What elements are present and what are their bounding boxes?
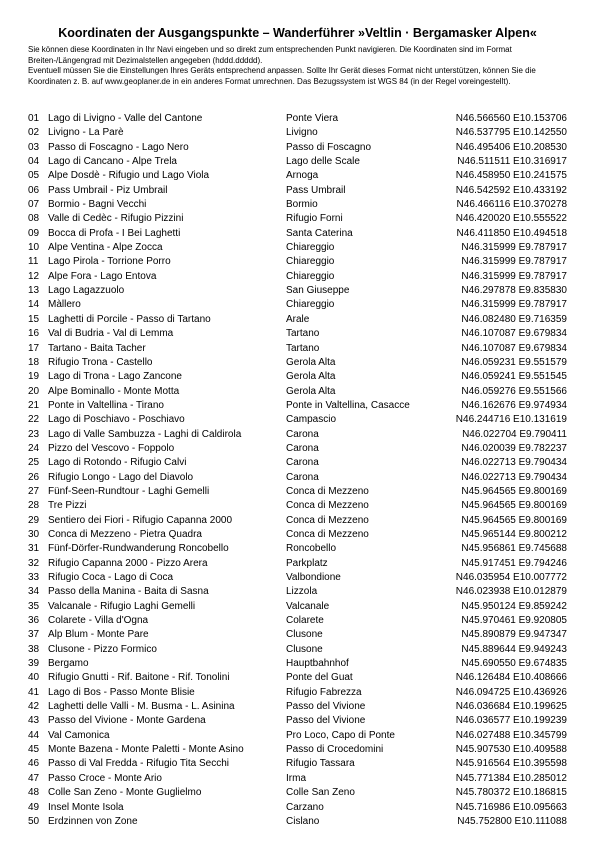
list-item [28,485,573,499]
coordinates: N45.964565 E9.800169 [461,514,567,526]
start-point: Carona [286,471,319,483]
route-name: Alpe Fora - Lago Entova [48,270,157,282]
entry-number: 33 [28,572,40,583]
coordinates: N46.420020 E10.555522 [455,213,567,225]
list-item [28,614,573,628]
route-name: Passo del Vivione - Monte Gardena [48,715,206,727]
entry-number: 37 [28,629,40,641]
route-name: Lago di Cancano - Alpe Trela [48,156,177,168]
entry-number: 39 [28,658,40,670]
coordinates: N46.466116 E10.370278 [456,199,567,211]
coordinates: N46.511511 E10.316917 [457,156,567,168]
start-point: San Giuseppe [286,285,350,297]
route-name: Lago di Rotondo - Rifugio Calvi [48,457,187,469]
coordinates: N46.244716 E10.131619 [455,414,567,426]
list-item [28,815,573,829]
start-point: Chiareggio [286,299,335,311]
route-name: Ponte in Valtellina - Tirano [48,399,164,411]
coordinates: N46.107087 E9.679834 [461,342,567,354]
coordinates: N46.020039 E9.782237 [461,442,567,454]
start-point: Carona [286,457,319,469]
entry-number: 41 [28,686,40,698]
coordinates: N46.023938 E10.012879 [455,586,567,598]
start-point: Valcanale [286,600,330,612]
route-name: Fünf-Dörfer-Rundwanderung Roncobello [48,543,229,555]
list-item [28,112,573,126]
intro-paragraph-2: Eventuell müssen Sie die Einstellungen Ihres Geräts entsprechend anpassen. Sollte Ihr Gerät dieses Format nicht unterstützen, können Sie die Koordinaten z. B. auf www.geoplaner.de in ein anderes Format umrechnen. Das Bezugssystem ist WGS 84 (in der Regel voreingestellt). [28,66,536,86]
entry-number: 18 [28,356,40,368]
coordinates: N45.964565 E9.800169 [461,500,567,512]
coordinates: N45.964565 E9.800169 [461,485,567,497]
entry-number: 35 [28,600,40,612]
entry-number: 46 [28,758,40,770]
route-name: Rifugio Longo - Lago del Diavolo [48,471,194,483]
entry-number: 20 [28,385,40,397]
list-item [28,514,573,528]
route-name: Rifugio Trona - Castello [48,356,153,368]
start-point: Bormio [286,199,318,211]
route-name: Sentiero dei Fiori - Rifugio Capanna 2000 [48,514,232,526]
coordinates: N46.035954 E10.007772 [455,572,567,583]
coordinates: N45.970461 E9.920805 [461,615,567,627]
route-name: Insel Monte Isola [48,801,124,813]
start-point: Rifugio Fabrezza [286,686,362,698]
coordinates: N46.036577 E10.199239 [455,715,567,727]
route-name: Laghetti di Porcile - Passo di Tartano [48,313,211,325]
list-item [28,628,573,642]
entry-number: 08 [28,213,40,225]
route-name: Tre Pizzi [48,500,87,512]
coordinates: N46.315999 E9.787917 [461,299,567,311]
entry-number: 42 [28,701,40,713]
list-item [28,600,573,614]
entry-number: 45 [28,744,40,756]
entry-number: 32 [28,557,40,569]
list-item [28,571,573,585]
start-point: Parkplatz [286,557,328,569]
start-point: Pass Umbrail [286,184,346,196]
entry-number: 06 [28,184,40,196]
coordinates: N45.917451 E9.794246 [461,557,567,569]
route-name: Val di Budria - Val di Lemma [48,328,174,340]
start-point: Tartano [286,342,320,354]
start-point: Arnoga [286,170,319,182]
coordinates: N46.495406 E10.208530 [455,141,567,153]
coordinates: N45.889644 E9.949243 [461,643,567,655]
list-item [28,801,573,815]
intro-paragraph-1: Sie können diese Koordinaten in Ihr Navi eingeben und so direkt zum entsprechenden Punkt navigieren. Die Koordinaten sind im Format Breiten-/Längengrad mit Dezimalstellen angegeben (hddd.ddddd). [28,45,512,65]
start-point: Conca di Mezzeno [286,485,369,497]
entry-number: 30 [28,528,40,540]
list-item [28,313,573,327]
route-name: Alpe Ventina - Alpe Zocca [48,242,163,254]
coordinates: N46.315999 E9.787917 [461,242,567,254]
start-point: Cislano [286,815,320,827]
entry-number: 01 [28,113,40,124]
entry-number: 22 [28,414,40,426]
start-point: Ponte del Guat [286,672,353,684]
route-name: Bocca di Profa - I Bei Laghetti [48,227,181,239]
start-point: Lizzola [286,586,318,598]
entry-number: 04 [28,156,40,168]
start-point: Conca di Mezzeno [286,514,369,526]
list-item [28,729,573,743]
list-item [28,499,573,513]
start-point: Roncobello [286,543,337,555]
entry-number: 15 [28,313,40,325]
entry-number: 36 [28,615,40,627]
coordinates: N46.022713 E9.790434 [461,457,567,469]
list-item [28,356,573,370]
entry-number: 02 [28,127,40,139]
list-item [28,141,573,155]
start-point: Gerola Alta [286,356,336,368]
route-name: Passo Croce - Monte Ario [48,772,162,784]
coordinates: N46.094725 E10.436926 [455,686,567,698]
route-name: Màllero [48,299,81,311]
route-name: Lago di Livigno - Valle del Cantone [48,113,203,124]
list-item [28,757,573,771]
entry-number: 48 [28,787,40,799]
start-point: Hauptbahnhof [286,658,349,670]
entry-number: 10 [28,242,40,254]
list-item [28,155,573,169]
list-item [28,542,573,556]
entry-number: 03 [28,141,40,153]
entry-number: 14 [28,299,40,311]
route-name: Clusone - Pizzo Formico [48,643,157,655]
coordinates: N45.907530 E10.409588 [455,744,567,756]
coordinates: N46.537795 E10.142550 [455,127,567,139]
start-point: Chiareggio [286,256,335,268]
coordinates: N46.315999 E9.787917 [461,256,567,268]
start-point: Chiareggio [286,242,335,254]
entry-number: 27 [28,485,40,497]
coordinates: N45.771384 E10.285012 [455,772,567,784]
route-name: Lago di Poschiavo - Poschiavo [48,414,185,426]
coordinates: N46.059241 E9.551545 [461,371,567,383]
route-name: Rifugio Coca - Lago di Coca [48,572,174,583]
list-item [28,528,573,542]
start-point: Chiareggio [286,270,335,282]
entry-number: 12 [28,270,40,282]
entry-number: 43 [28,715,40,727]
list-item [28,786,573,800]
route-name: Lago Pirola - Torrione Porro [48,256,171,268]
entry-number: 11 [28,256,39,268]
coordinates: N46.027488 E10.345799 [455,729,567,741]
list-item [28,585,573,599]
list-item [28,442,573,456]
route-name: Livigno - La Parè [48,127,124,139]
list-item [28,342,573,356]
entry-number: 21 [28,399,40,411]
list-item [28,270,573,284]
entry-number: 13 [28,285,40,297]
route-name: Lago di Valle Sambuzza - Laghi di Caldirola [48,428,242,440]
entry-number: 50 [28,815,40,827]
coordinates: N46.022713 E9.790434 [461,471,567,483]
entry-number: 29 [28,514,40,526]
route-name: Bergamo [48,658,89,670]
coordinates-list [28,112,573,829]
list-item [28,714,573,728]
entry-number: 34 [28,586,40,598]
coordinates: N45.965144 E9.800212 [461,528,567,540]
list-item [28,428,573,442]
list-item [28,370,573,384]
list-item [28,241,573,255]
start-point: Pro Loco, Capo di Ponte [286,729,395,741]
start-point: Colarete [286,615,324,627]
start-point: Rifugio Tassara [286,758,355,770]
entry-number: 23 [28,428,40,440]
coordinates: N46.107087 E9.679834 [461,328,567,340]
start-point: Gerola Alta [286,385,336,397]
entry-number: 40 [28,672,40,684]
route-name: Passo della Manina - Baita di Sasna [48,586,209,598]
route-name: Colarete - Villa d'Ogna [48,615,149,627]
start-point: Colle San Zeno [286,787,355,799]
coordinates: N46.315999 E9.787917 [461,270,567,282]
list-item [28,227,573,241]
coordinates: N46.162676 E9.974934 [461,399,567,411]
route-name: Tartano - Baita Tacher [48,342,146,354]
coordinates: N45.752800 E10.111088 [457,815,567,827]
list-item [28,298,573,312]
route-name: Valle di Cedèc - Rifugio Pizzini [48,213,184,225]
coordinates: N46.297878 E9.835830 [461,285,567,297]
entry-number: 09 [28,227,40,239]
route-name: Alp Blum - Monte Pare [48,629,149,641]
coordinates: N45.690550 E9.674835 [461,658,567,670]
coordinates: N45.916564 E10.395598 [455,758,567,770]
coordinates: N46.458950 E10.241575 [455,170,567,182]
start-point: Irma [286,772,306,784]
entry-number: 07 [28,199,40,211]
start-point: Conca di Mezzeno [286,528,369,540]
coordinates: N46.022704 E9.790411 [462,428,567,440]
coordinates: N45.890879 E9.947347 [461,629,567,641]
entry-number: 44 [28,729,40,741]
entry-number: 26 [28,471,40,483]
route-name: Lago di Trona - Lago Zancone [48,371,182,383]
route-name: Fünf-Seen-Rundtour - Laghi Gemelli [48,485,210,497]
list-item [28,413,573,427]
entry-number: 17 [28,342,40,354]
list-item [28,126,573,140]
list-item [28,456,573,470]
coordinates: N46.082480 E9.716359 [461,313,567,325]
list-item [28,671,573,685]
start-point: Valbondione [286,572,341,583]
start-point: Carona [286,428,319,440]
coordinates: N46.411850 E10.494518 [456,227,567,239]
entry-number: 19 [28,371,40,383]
list-item [28,198,573,212]
start-point: Passo del Vivione [286,701,366,713]
start-point: Tartano [286,328,320,340]
route-name: Conca di Mezzeno - Pietra Quadra [48,528,202,540]
entry-number: 24 [28,442,40,454]
route-name: Alpe Dosdè - Rifugio und Lago Viola [48,170,210,182]
list-item [28,686,573,700]
list-item [28,327,573,341]
list-item [28,657,573,671]
route-name: Monte Bazena - Monte Paletti - Monte Asino [48,744,244,756]
list-item [28,471,573,485]
start-point: Arale [286,313,310,325]
list-item [28,184,573,198]
route-name: Passo di Foscagno - Lago Nero [48,141,189,153]
coordinates: N46.036684 E10.199625 [455,701,567,713]
route-name: Pizzo del Vescovo - Foppolo [48,442,175,454]
route-name: Colle San Zeno - Monte Guglielmo [48,787,202,799]
entry-number: 38 [28,643,40,655]
entry-number: 47 [28,772,40,784]
list-item [28,212,573,226]
entry-number: 49 [28,801,40,813]
list-item [28,399,573,413]
route-name: Valcanale - Rifugio Laghi Gemelli [48,600,196,612]
start-point: Gerola Alta [286,371,336,383]
start-point: Ponte Viera [286,113,339,124]
list-item [28,643,573,657]
route-name: Erdzinnen von Zone [48,815,138,827]
start-point: Livigno [286,127,318,139]
list-item [28,385,573,399]
start-point: Lago delle Scale [286,156,360,168]
coordinates: N45.716986 E10.095663 [455,801,567,813]
route-name: Lago Lagazzuolo [48,285,125,297]
entry-number: 31 [28,543,40,555]
start-point: Clusone [286,629,323,641]
list-item [28,743,573,757]
start-point: Passo del Vivione [286,715,366,727]
coordinates: N46.566560 E10.153706 [455,113,567,124]
coordinates: N46.126484 E10.408666 [455,672,567,684]
start-point: Rifugio Forni [286,213,343,225]
list-item [28,772,573,786]
start-point: Clusone [286,643,323,655]
start-point: Passo di Foscagno [286,141,372,153]
list-item [28,700,573,714]
intro-text [28,45,573,87]
route-name: Lago di Bos - Passo Monte Blisie [48,686,195,698]
list-item [28,557,573,571]
route-name: Rifugio Capanna 2000 - Pizzo Arera [48,557,208,569]
coordinates: N45.950124 E9.859242 [461,600,567,612]
coordinates: N45.956861 E9.745688 [461,543,567,555]
route-name: Alpe Bominallo - Monte Motta [48,385,180,397]
start-point: Passo di Crocedomini [286,744,384,756]
coordinates: N45.780372 E10.186815 [455,787,567,799]
page-title: Koordinaten der Ausgangspunkte – Wanderführer »Veltlin · Bergamasker Alpen« [58,26,537,40]
route-name: Passo di Val Fredda - Rifugio Tita Secchi [48,758,230,770]
entry-number: 28 [28,500,40,512]
entry-number: 25 [28,457,40,469]
start-point: Ponte in Valtellina, Casacce [286,399,410,411]
route-name: Bormio - Bagni Vecchi [48,199,147,211]
route-name: Rifugio Gnutti - Rif. Baitone - Rif. Tonolini [48,672,230,684]
coordinates: N46.059276 E9.551566 [461,385,567,397]
list-item [28,255,573,269]
entry-number: 16 [28,328,40,340]
coordinates: N46.542592 E10.433192 [455,184,567,196]
route-name: Laghetti delle Valli - M. Busma - L. Asinina [48,701,235,713]
start-point: Carzano [286,801,324,813]
entry-number: 05 [28,170,40,182]
start-point: Carona [286,442,319,454]
list-item [28,169,573,183]
start-point: Campascio [286,414,337,426]
route-name: Pass Umbrail - Piz Umbrail [48,184,168,196]
start-point: Conca di Mezzeno [286,500,369,512]
coordinates: N46.059231 E9.551579 [461,356,567,368]
start-point: Santa Caterina [286,227,353,239]
list-item [28,284,573,298]
route-name: Val Camonica [48,729,110,741]
